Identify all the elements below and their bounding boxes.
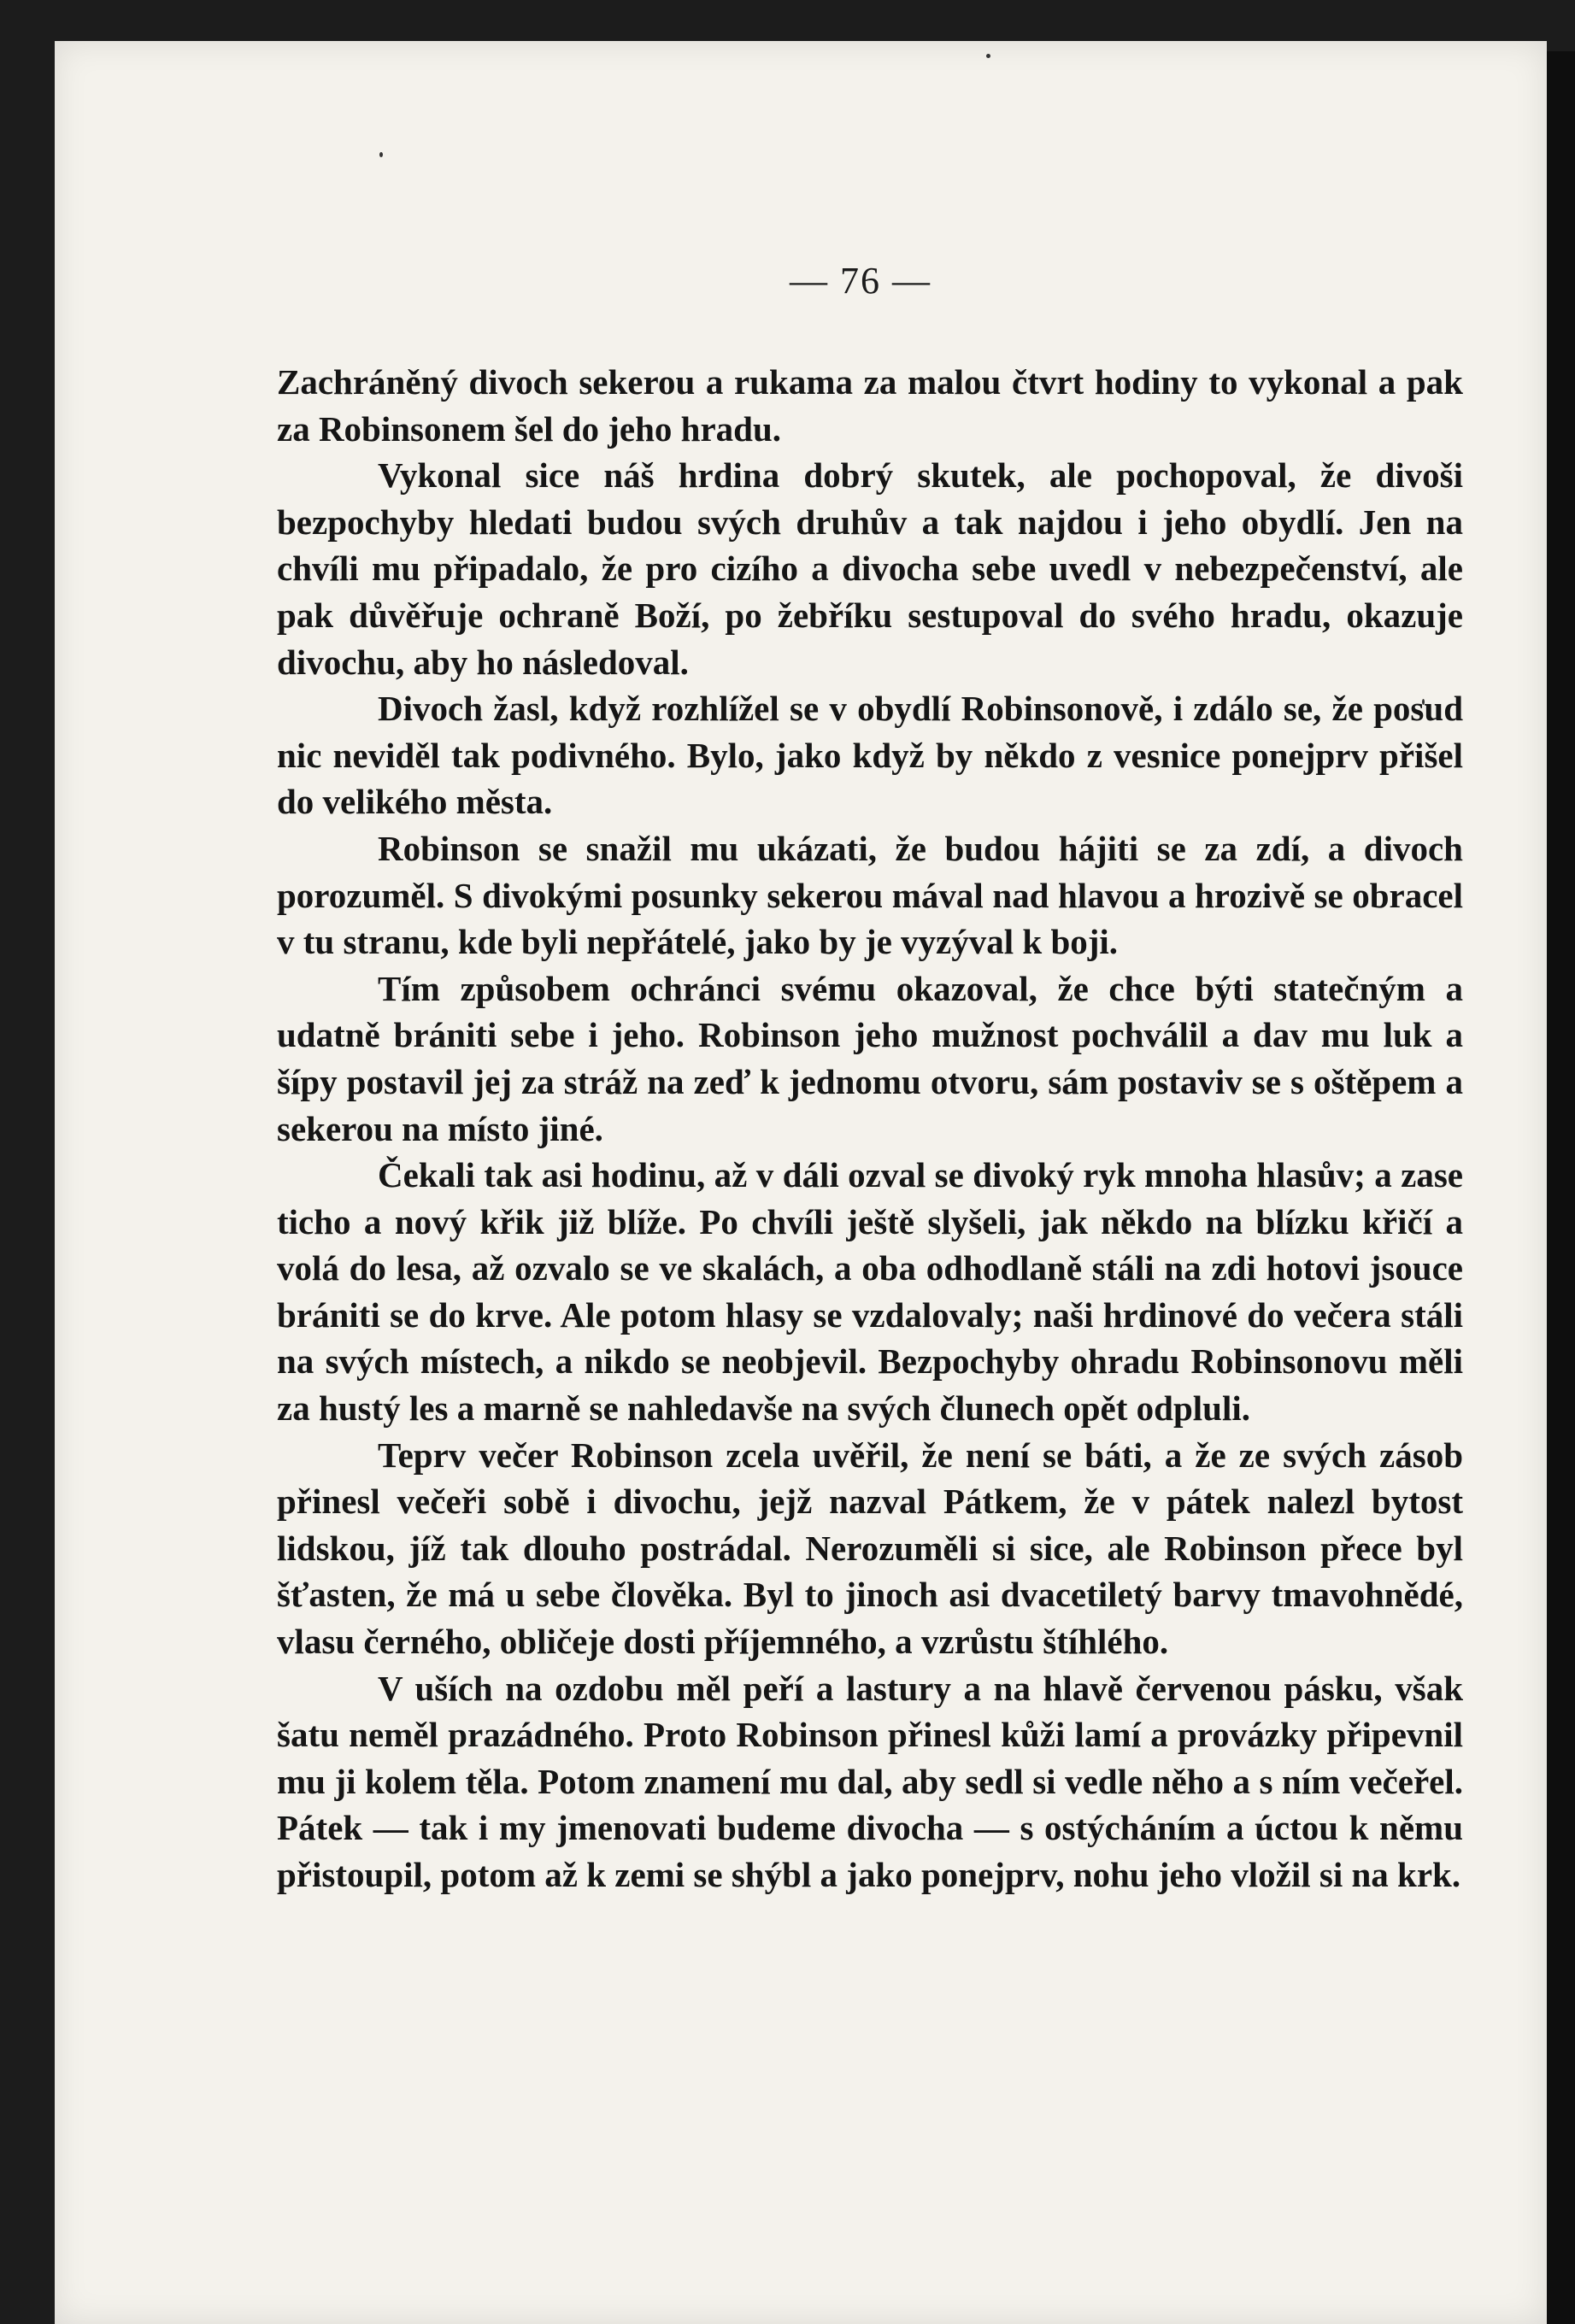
paragraph: Robinson se snažil mu ukázati, že budou hájiti se za zdí, a divoch porozuměl. S divokými posunky sekerou mával nad hlavou a hrozivě se obracel v tu stranu, kde byli nepřátelé, jako by je vyzýval k boji.: [277, 828, 1463, 962]
body-text: [277, 359, 1463, 1899]
paragraph: Zachráněný divoch sekerou a rukama za malou čtvrt hodiny to vykonal a pak za Robinsonem šel do jeho hradu.: [277, 362, 1463, 449]
scan-edge-shadow: [1546, 51, 1575, 2324]
paragraph: Tím způsobem ochránci svému okazoval, že chce býti statečným a udatně brániti sebe i jeho. Robinson jeho mužnost pochválil a dav mu luk a šípy postavil jej za stráž na zeď k jednomu otvoru, sám postaviv se s oštěpem a sekerou na místo jiné.: [277, 968, 1463, 1148]
paper-speck: [986, 54, 990, 58]
page-number: — 76 —: [790, 260, 931, 302]
paragraph: Čekali tak asi hodinu, až v dáli ozval se divoký ryk mnoha hlasův; a zase ticho a nový křik již blíže. Po chvíli ještě slyšeli, jak někdo na blízku křičí a volá do lesa, až ozvalo se ve skalách, a oba odhodlaně stáli na zdi hotovi jsouce brániti se do krve. Ale potom hlasy se vzdalovaly; naši hrdinové do večera stáli na svých místech, a nikdo se neobjevil. Bezpochyby ohradu Robinsonovu měli za hustý les a marně se nahledavše na svých člunech opět odpluli.: [277, 1155, 1463, 1429]
book-page: [55, 41, 1547, 2324]
paragraph: Divoch žasl, když rozhlížel se v obydlí Robinsonově, i zdálo se, že posud nic neviděl tak podivného. Bylo, jako když by někdo z vesnice ponejprv přišel do velikého města.: [277, 689, 1463, 822]
paragraph: V uších na ozdobu měl peří a lastury a na hlavě červenou pásku, však šatu neměl prazádného. Proto Robinson přinesl kůži lamí a provázky připevnil mu ji kolem těla. Potom znamení mu dal, aby sedl si vedle něho a s ním večeřel. Pátek — tak i my jmenovati budeme divocha — s ostýcháním a úctou k němu přistoupil, potom až k zemi se shýbl a jako ponejprv, nohu jeho vložil si na krk.: [277, 1668, 1463, 1894]
paragraph: Teprv večer Robinson zcela uvěřil, že není se báti, a že ze svých zásob přinesl večeři sobě i divochu, jejž nazval Pátkem, že v pátek nalezl bytost lidskou, jíž tak dlouho postrádal. Nerozuměli si sice, ale Robinson přece byl šťasten, že má u sebe člověka. Byl to jinoch asi dvacetiletý barvy tmavohnědé, vlasu černého, obličeje dosti příjemného, a vzrůstu štíhlého.: [277, 1435, 1463, 1662]
paper-speck: [379, 152, 383, 157]
paragraph: Vykonal sice náš hrdina dobrý skutek, ale pochopoval, že divoši bezpochyby hledati budou svých druhův a tak najdou i jeho obydlí. Jen na chvíli mu připadalo, že pro cizího a divocha sebe uvedl v nebezpečenství, ale pak důvěřuje ochraně Boží, po žebříku sestupoval do svého hradu, okazuje divochu, aby ho následoval.: [277, 455, 1463, 682]
